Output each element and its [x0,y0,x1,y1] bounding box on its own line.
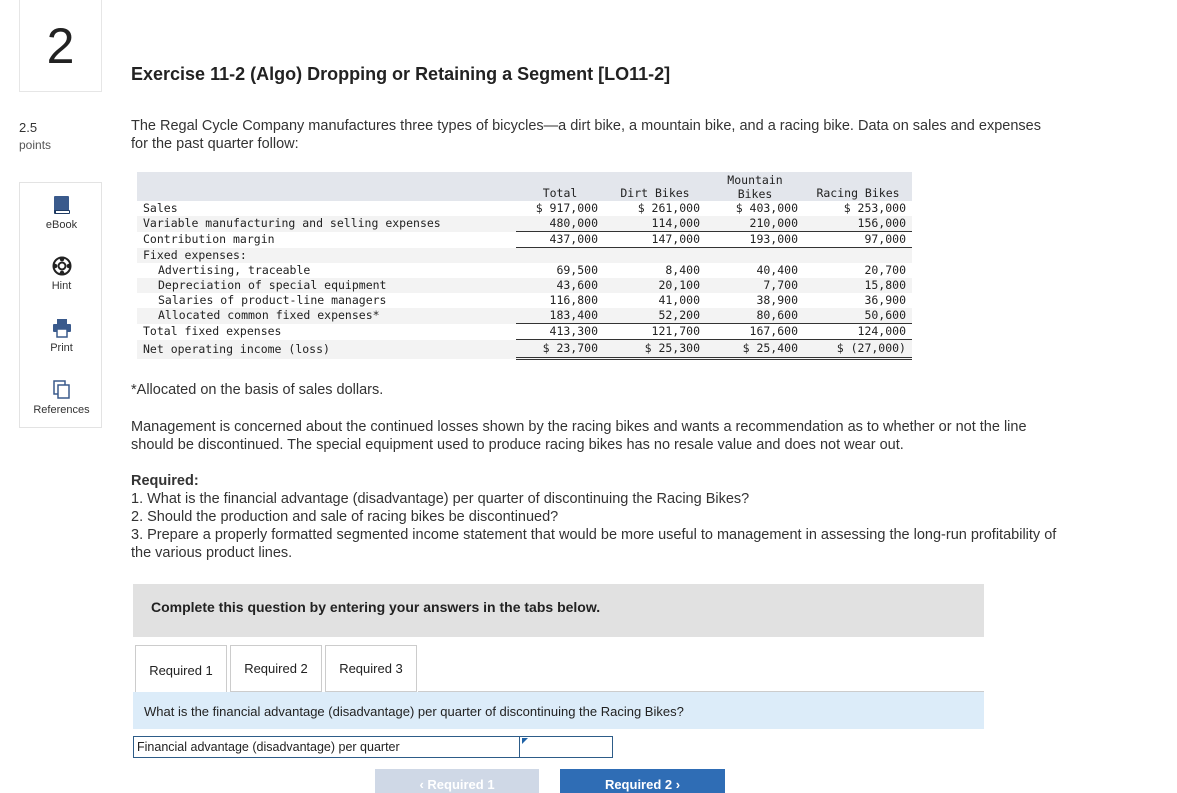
table-row: Advertising, traceable 69,500 8,400 40,400 20,700 [158,263,906,277]
points-label: points [19,138,52,152]
footnote: *Allocated on the basis of sales dollars. [131,382,384,398]
ebook-label: eBook [45,219,78,231]
documents-icon [53,380,71,400]
question-prompt: What is the financial advantage (disadvantage) per quarter of discontinuing the Racing Bikes? [144,704,684,719]
required-item-2: 2. Should the production and sale of racing bikes be discontinued? [131,509,559,525]
table-row: Depreciation of special equipment 43,600 20,100 7,700 15,800 [137,278,912,293]
print-tool[interactable] [20,318,103,354]
hint-tool[interactable] [20,256,103,292]
table-row: Contribution margin 437,000 147,000 193,000 97,000 [137,232,912,248]
header-mountain-bikes: Mountain Bikes [706,172,804,201]
question-number-box [19,0,102,92]
book-icon [53,195,71,215]
ebook-tool[interactable] [20,195,103,231]
table-row: Fixed expenses: [137,248,912,264]
references-label: References [33,404,90,416]
prev-required-button[interactable]: ‹ Required 1 [375,769,539,793]
table-row: Sales $ 917,000 $ 261,000 $ 403,000 $ 253,000 [143,201,906,215]
tab-required-3[interactable]: Required 3 [325,645,417,692]
next-required-button[interactable]: Required 2 › [560,769,725,793]
references-tool[interactable] [20,380,103,416]
management-text: Management is concerned about the continued losses shown by the racing bikes and wants a recommendation as to whether or not the line should be discontinued. The special equipment used to produce racing bikes has no resale value and does not wear out. [131,419,1027,453]
instruction-box [133,584,984,637]
tab-required-1[interactable]: Required 1 [135,645,227,694]
instruction-text: Complete this question by entering your answers in the tabs below. [151,599,601,615]
points-value: 2.5 [19,120,38,135]
question-prompt-bar [133,692,984,729]
required-heading: Required: [131,473,199,489]
financial-advantage-input[interactable] [519,737,612,757]
table-row: Allocated common fixed expenses* 183,400 52,200 80,600 50,600 [137,308,912,324]
header-racing-bikes: Racing Bikes [804,172,912,201]
answer-label: Financial advantage (disadvantage) per quarter [137,740,400,754]
printer-icon [52,318,72,338]
header-dirt-bikes: Dirt Bikes [604,172,706,201]
lifebuoy-icon [52,256,72,276]
tab-required-2[interactable]: Required 2 [230,645,322,692]
table-row: Salaries of product-line managers 116,800 41,000 38,900 36,900 [158,293,906,307]
required-item-3: 3. Prepare a properly formatted segmented income statement that would be more useful to management in assessing the long-run profitability of the various product lines. [131,527,1057,561]
table-header-row [137,172,912,201]
table-row: Net operating income (loss) $ 23,700 $ 25,300 $ 25,400 $ (27,000) [137,340,912,359]
question-number: 2 [46,17,75,74]
required-section [131,472,1071,562]
print-label: Print [50,342,73,354]
intro-text: The Regal Cycle Company manufactures three types of bicycles—a dirt bike, a mountain bike, and a racing bike. Data on sales and expenses for the past quarter follow: [131,118,1041,152]
table-row: Total fixed expenses 413,300 121,700 167,600 124,000 [137,324,912,340]
financial-data-table [137,172,912,360]
hint-label: Hint [51,280,72,292]
required-item-1: 1. What is the financial advantage (disadvantage) per quarter of discontinuing the Racing Bikes? [131,491,750,507]
answer-row [133,736,613,758]
exercise-title: Exercise 11-2 (Algo) Dropping or Retaining a Segment [LO11-2] [131,64,671,84]
header-total: Total [516,172,604,201]
table-row: Variable manufacturing and selling expenses 480,000 114,000 210,000 156,000 [137,216,912,232]
input-flag-icon [522,738,528,744]
tools-panel [19,182,102,428]
